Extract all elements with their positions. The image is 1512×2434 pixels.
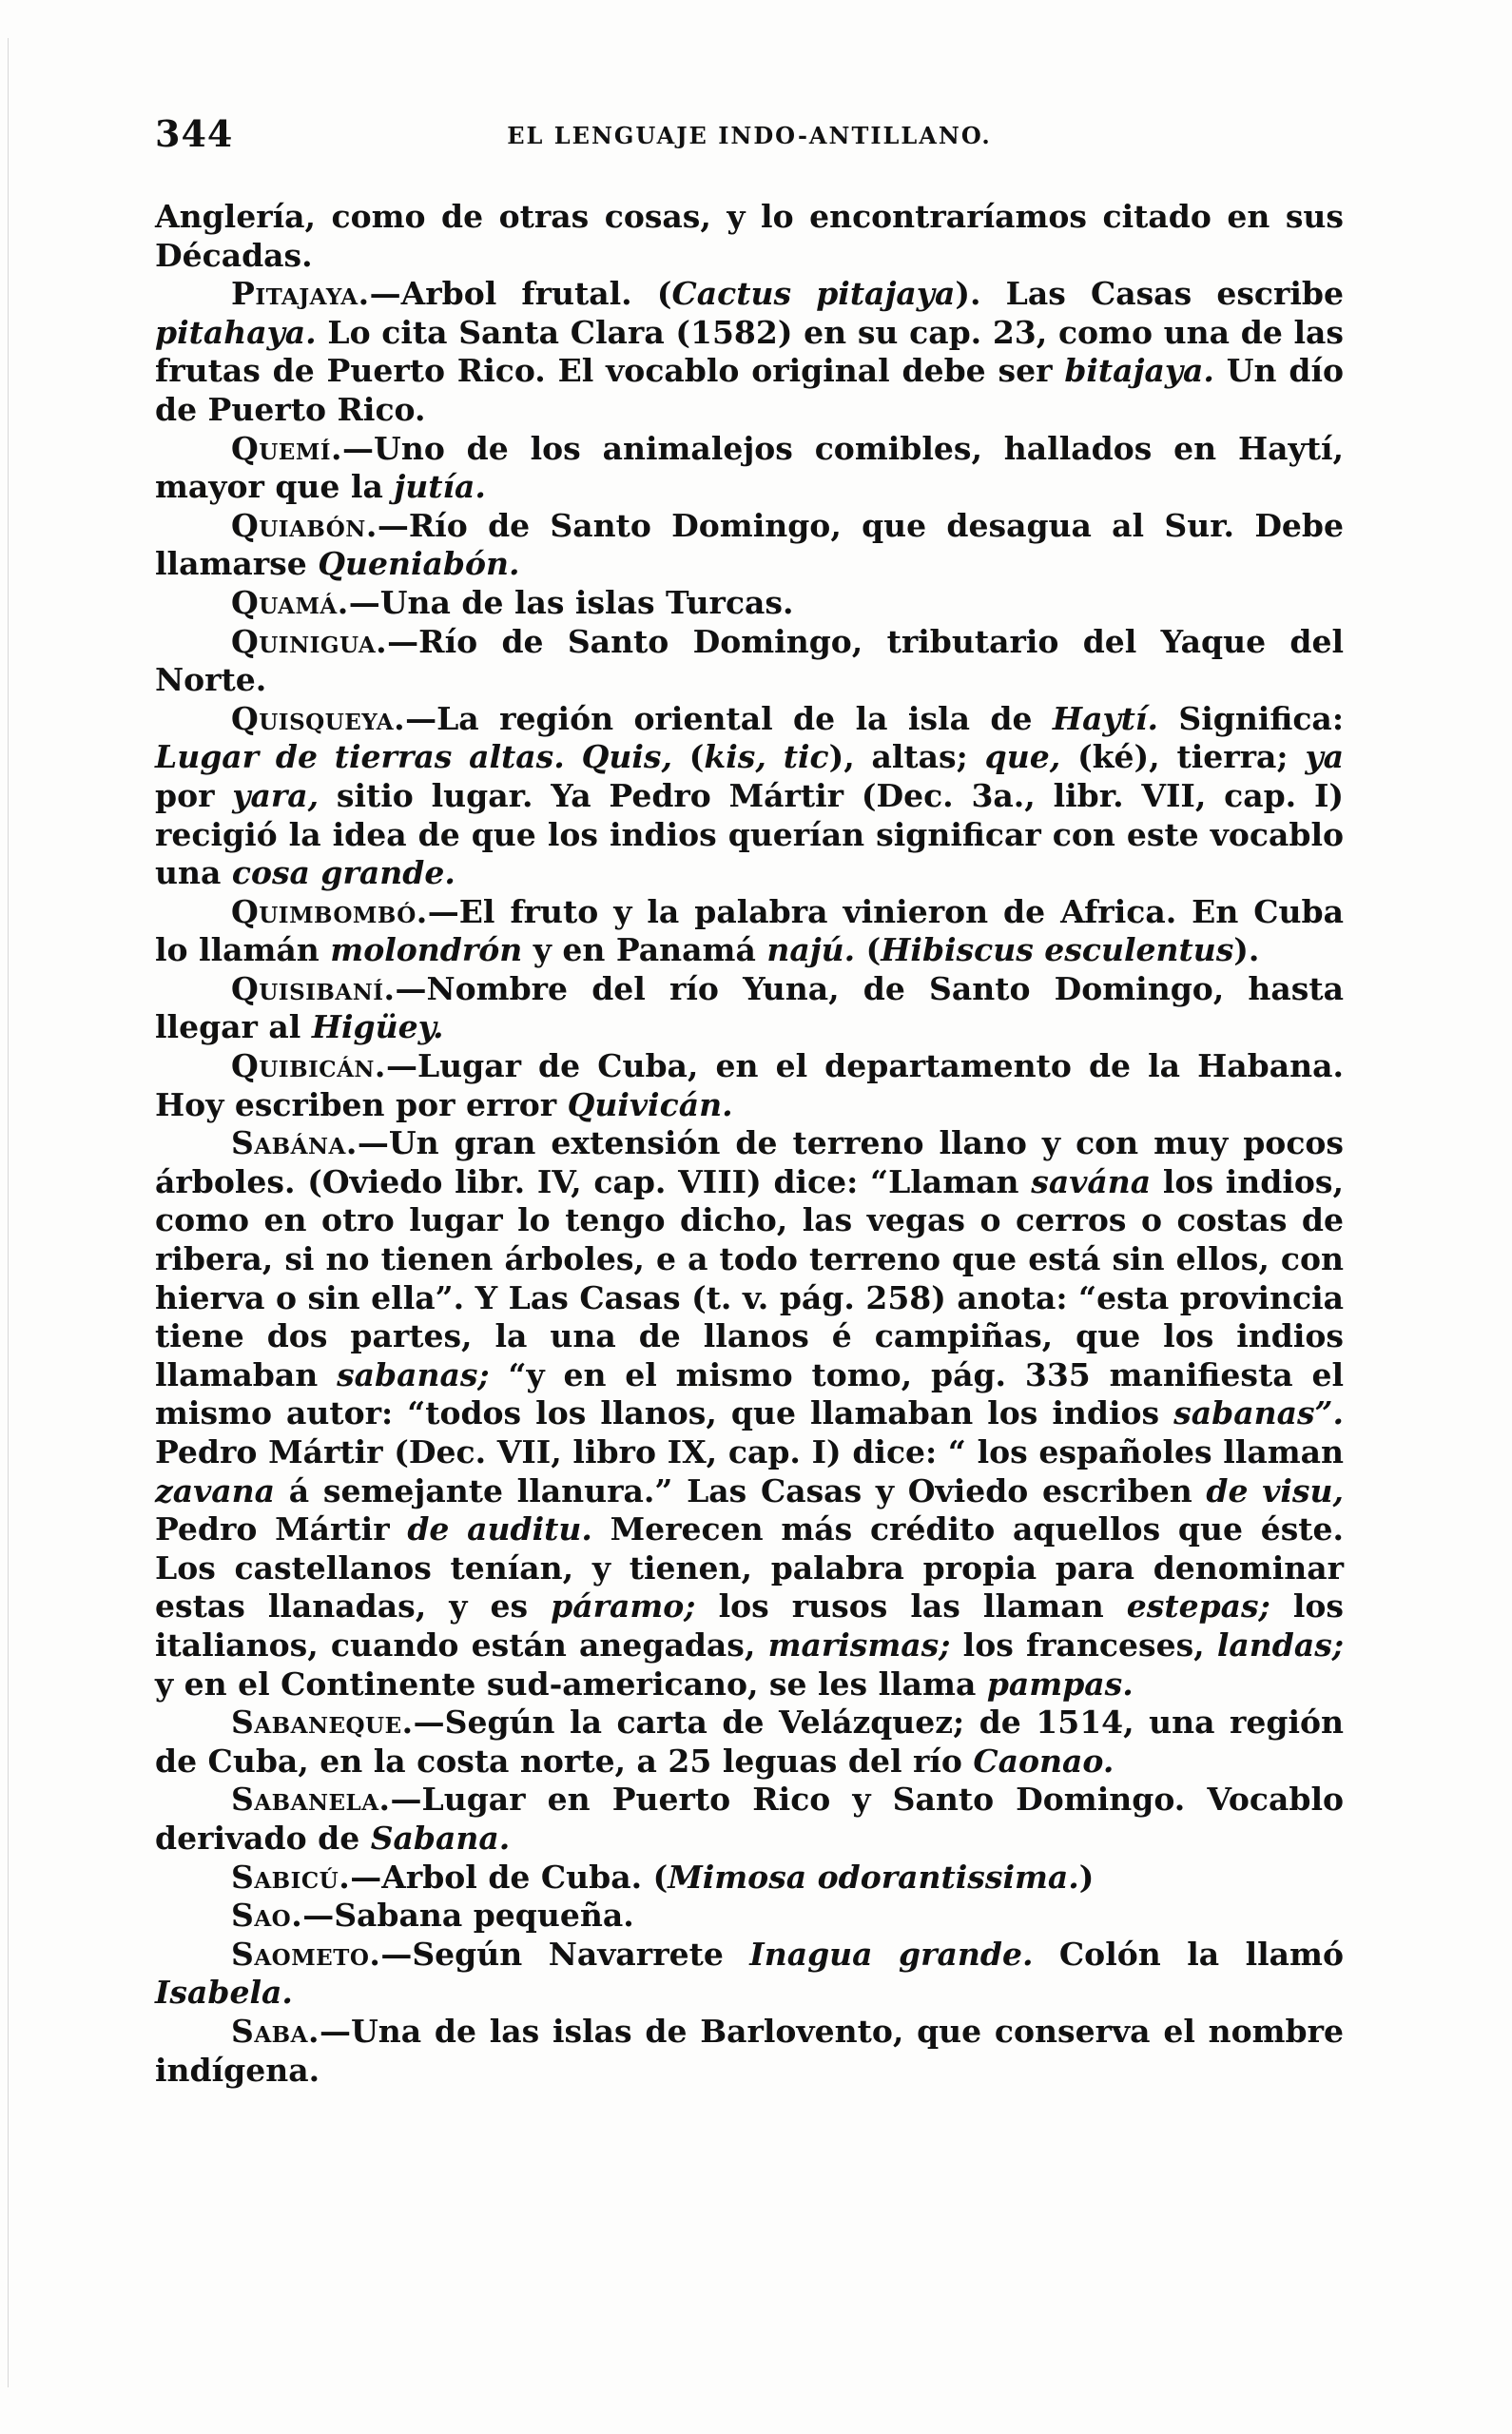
- dictionary-entry: [155, 1704, 1344, 1781]
- italic-term: landas;: [1216, 1626, 1345, 1664]
- entry-headword: Quibicán.: [231, 1047, 386, 1085]
- italic-term: Cactus pitajaya: [671, 275, 956, 313]
- italic-term: Hibiscus esculentus: [881, 931, 1234, 969]
- entry-text: los franceses,: [950, 1626, 1217, 1664]
- italic-term: Quis,: [581, 738, 672, 776]
- italic-term: jutía.: [394, 468, 486, 506]
- italic-term: ya: [1305, 738, 1344, 776]
- italic-term: sabanas;: [337, 1355, 490, 1393]
- italic-term: bitajaya.: [1064, 352, 1214, 390]
- page-number: 344: [155, 112, 234, 155]
- italic-term: que,: [984, 738, 1061, 776]
- italic-term: Inagua grande.: [749, 1935, 1034, 1973]
- entry-text: (: [671, 738, 705, 776]
- dictionary-entry: [155, 275, 1344, 429]
- dictionary-entry: [155, 1936, 1344, 2013]
- dictionary-entry: [155, 700, 1344, 893]
- running-head: [155, 112, 1344, 169]
- entry-headword: Saba.: [231, 2012, 320, 2050]
- entry-headword: Quemí.: [231, 429, 343, 467]
- italic-term: páramo;: [551, 1587, 696, 1626]
- entry-text: —Según Navarrete: [380, 1935, 750, 1973]
- entry-text: Pedro Mártir: [155, 1510, 408, 1548]
- entry-headword: Sabána.: [231, 1124, 358, 1162]
- italic-term: zavana: [155, 1471, 276, 1509]
- italic-term: yara,: [232, 776, 320, 814]
- italic-term: estepas;: [1126, 1587, 1270, 1626]
- entry-headword: Quamá.: [231, 583, 349, 621]
- entry-text: Un dío de Puerto Rico.: [155, 352, 1344, 428]
- entry-continuation: [155, 198, 1344, 275]
- dictionary-entry: [155, 970, 1344, 1047]
- italic-term: de visu,: [1206, 1471, 1344, 1509]
- entry-headword: Sao.: [231, 1897, 303, 1935]
- entry-text: ), altas;: [828, 738, 985, 776]
- dictionary-entry: [155, 1859, 1344, 1898]
- italic-term: Haytí.: [1052, 699, 1158, 737]
- entry-text: Colón la llamó: [1033, 1935, 1344, 1973]
- italic-term: Lugar de tierras altas.: [155, 738, 565, 776]
- entry-text: los indios, como en otro lugar lo tengo dicho, las vegas o cerros o costas de ribera, si no tienen árboles, e a todo terreno que está sin ellos, con hierva o sin ella”. Y Las Casas (t. v. pág. 258) anota: “esta provincia tiene dos partes, la una de llanos é campiñas, que los indios llamaban: [155, 1162, 1344, 1393]
- entry-text: [565, 738, 582, 775]
- entry-text: por: [155, 776, 233, 814]
- entry-text: Significa:: [1157, 699, 1344, 737]
- italic-term: Queniabón.: [318, 545, 520, 583]
- entry-text: —Una de las islas de Barlovento, que conserva el nombre indígena.: [155, 2012, 1344, 2089]
- entry-text: —Lugar en Puerto Rico y Santo Domingo. Vocablo derivado de: [155, 1781, 1344, 1857]
- italic-term: cosa grande.: [231, 854, 456, 892]
- italic-term: Mimosa odorantissima.: [668, 1858, 1079, 1896]
- italic-term: Isabela.: [155, 1974, 293, 2012]
- dictionary-entry: [155, 584, 1344, 623]
- italic-term: de auditu.: [407, 1510, 592, 1548]
- dictionary-entry: [155, 2013, 1344, 2090]
- italic-term: Caonao.: [973, 1742, 1115, 1780]
- italic-term: marismas;: [767, 1626, 951, 1664]
- italic-term: savána: [1031, 1162, 1152, 1200]
- entry-text: Pedro Mártir (Dec. VII, libro IX, cap. I) dice: “ los españoles llaman: [155, 1433, 1344, 1470]
- dictionary-entry: [155, 1897, 1344, 1936]
- entry-text: los italianos, cuando están anegadas,: [155, 1587, 1344, 1664]
- dictionary-entry: [155, 1781, 1344, 1858]
- entry-text: —La región oriental de la isla de: [405, 699, 1053, 737]
- page-edge-shadow: [8, 38, 9, 2387]
- entry-text: (: [855, 931, 882, 969]
- dictionary-entry: [155, 893, 1344, 970]
- italic-term: Quivicán.: [567, 1085, 733, 1123]
- entry-headword: Quiabón.: [231, 506, 378, 544]
- dictionary-entry: [155, 623, 1344, 700]
- entry-text: —Una de las islas Turcas.: [348, 583, 794, 621]
- entry-headword: Quisqueya.: [231, 699, 406, 737]
- entry-text: —El fruto y la palabra vinieron de Africa. En Cuba lo llamán: [155, 892, 1344, 969]
- dictionary-entries: [155, 198, 1344, 2090]
- entry-text: —Río de Santo Domingo, que desagua al Sur. Debe llamarse: [155, 506, 1344, 583]
- entry-headword: Quimbombó.: [231, 892, 428, 930]
- italic-term: pampas.: [986, 1665, 1134, 1703]
- entry-text: —Sabana pequeña.: [302, 1897, 634, 1935]
- dictionary-entry: [155, 1124, 1344, 1704]
- entry-text: —Uno de los animalejos comibles, hallados en Haytí, mayor que la: [155, 429, 1344, 506]
- running-title: EL LENGUAJE INDO-ANTILLANO.: [507, 122, 992, 149]
- entry-text: —Arbol de Cuba. (: [350, 1858, 669, 1896]
- entry-headword: Sabaneque.: [231, 1704, 414, 1742]
- entry-headword: Sabanela.: [231, 1781, 391, 1819]
- entry-text: (ké), tierra;: [1060, 738, 1306, 776]
- entry-text: ): [1078, 1858, 1095, 1896]
- italic-term: najú.: [766, 931, 856, 969]
- entry-text: Anglería, como de otras cosas, y lo encontraríamos citado en sus Décadas.: [155, 198, 1344, 274]
- entry-headword: Sabicú.: [231, 1858, 351, 1896]
- entry-text: “y en el mismo tomo, pág. 335 manifiesta el mismo autor: “todos los llanos, que llamaban los indios: [155, 1355, 1344, 1432]
- entry-text: —Río de Santo Domingo, tributario del Yaque del Norte.: [155, 622, 1344, 699]
- entry-text: sitio lugar. Ya Pedro Mártir (Dec. 3a., libr. VII, cap. I) recigió la idea de que los indios querían significar con este vocablo una: [155, 776, 1345, 892]
- entry-text: —Un gran extensión de terreno llano y con muy pocos árboles. (Oviedo libr. IV, cap. VIII) dice: “Llaman: [155, 1124, 1344, 1200]
- entry-text: Lo cita Santa Clara (1582) en su cap. 23, como una de las frutas de Puerto Rico. El vocablo original debe ser: [155, 313, 1344, 390]
- entry-text: —Nombre del río Yuna, de Santo Domingo, hasta llegar al: [155, 969, 1344, 1046]
- entry-text: —Según la carta de Velázquez; de 1514, una región de Cuba, en la costa norte, a 25 leguas del río: [155, 1704, 1344, 1780]
- italic-term: Sabana.: [370, 1819, 511, 1857]
- italic-term: kis, tic: [704, 738, 829, 776]
- entry-headword: Quinigua.: [231, 622, 388, 660]
- entry-text: ). Las Casas escribe: [955, 275, 1344, 313]
- italic-term: molondrón: [330, 931, 523, 969]
- entry-headword: Quisibaní.: [231, 969, 396, 1007]
- entry-text: á semejante llanura.” Las Casas y Oviedo escriben: [275, 1471, 1207, 1509]
- entry-headword: Saometo.: [231, 1935, 381, 1973]
- entry-text: los rusos las llaman: [695, 1587, 1127, 1626]
- entry-text: —Lugar de Cuba, en el departamento de la Habana. Hoy escriben por error: [155, 1047, 1344, 1123]
- entry-text: —Arbol frutal. (: [369, 275, 672, 313]
- entry-text: y en el Continente sud-americano, se les llama: [155, 1665, 987, 1703]
- entry-text: y en Panamá: [522, 931, 767, 969]
- italic-term: pitahaya.: [155, 313, 317, 351]
- entry-headword: Pitajaya.: [231, 275, 370, 313]
- italic-term: Higüey.: [311, 1008, 444, 1046]
- entry-text: ).: [1233, 931, 1260, 969]
- dictionary-entry: [155, 507, 1344, 584]
- dictionary-entry: [155, 1047, 1344, 1124]
- entry-text: Merecen más crédito aquellos que éste. Los castellanos tenían, y tienen, palabra propia para denominar estas llanadas, y es: [155, 1510, 1344, 1626]
- dictionary-entry: [155, 430, 1344, 507]
- italic-term: sabanas”.: [1173, 1394, 1344, 1432]
